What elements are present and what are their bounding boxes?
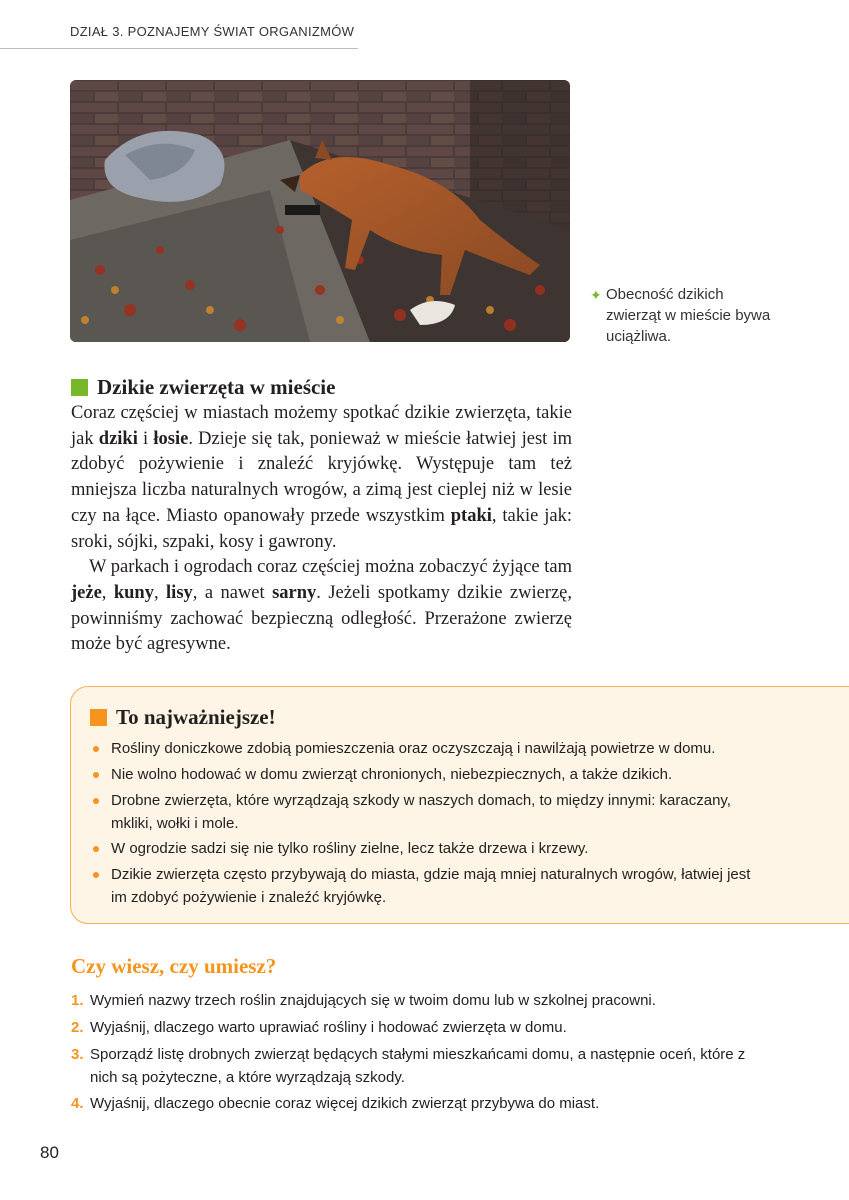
section-title-text: Dzikie zwierzęta w mieście bbox=[97, 374, 336, 399]
text-run: . Dzieje się tak, ponieważ w mieście łatwiej jest im zdobyć pożywienie i znaleźć kryjówkę. Występuje tam też mniejsza liczba naturalnych wrogów, a zimą jest cieplej niż w lesie czy na łące. Miasto opanowały przede wszystkim bbox=[71, 428, 573, 526]
text-run: W parkach i ogrodach coraz częściej można zobaczyć żyjące tam bbox=[89, 557, 572, 578]
quiz-number: 4. bbox=[71, 1095, 84, 1113]
chapter-header: DZIAŁ 3. POZNAJEMY ŚWIAT ORGANIZMÓW bbox=[70, 24, 355, 39]
quiz-item bbox=[71, 1016, 771, 1039]
quiz-item bbox=[71, 989, 771, 1012]
photo-caption bbox=[590, 284, 780, 347]
quiz-number: 2. bbox=[71, 1018, 84, 1036]
caption-text: Obecność dzikich zwierząt w mieście bywa uciążliwa. bbox=[606, 286, 771, 345]
quiz-number: 1. bbox=[71, 992, 84, 1009]
section-heading bbox=[71, 372, 335, 402]
header-divider bbox=[0, 48, 358, 49]
list-item bbox=[93, 737, 763, 760]
quiz-text: Sporządź listę drobnych zwierząt będących stałymi mieszkańcami domu, a następnie oceń, które z nich są pożyteczne, a które wyrządzają szkody. bbox=[90, 1045, 746, 1086]
list-item bbox=[93, 863, 763, 909]
fox-illustration bbox=[70, 80, 570, 342]
list-item-text: Dzikie zwierzęta często przybywają do miasta, gdzie mają mniej naturalnych wrogów, łatwiej jest im zdobyć pożywienie i znaleźć kryjówkę. bbox=[111, 866, 751, 907]
section-body bbox=[71, 401, 572, 658]
text-run: , a nawet bbox=[192, 582, 273, 603]
term-lisy: lisy bbox=[166, 582, 193, 603]
quiz-text: Wymień nazwy trzech roślin znajdujących się w twoim domu lub w szkolnej pracowni. bbox=[90, 992, 656, 1009]
term-losie: łosie bbox=[153, 428, 189, 449]
term-ptaki: ptaki bbox=[450, 505, 492, 526]
list-item bbox=[93, 763, 763, 786]
caption-arrow-icon: ✦ bbox=[590, 287, 602, 303]
quiz-text: Wyjaśnij, dlaczego warto uprawiać rośliny i hodować zwierzęta w domu. bbox=[90, 1018, 567, 1036]
summary-list bbox=[93, 737, 763, 912]
list-item-text: W ogrodzie sadzi się nie tylko rośliny zielne, lecz także drzewa i krzewy. bbox=[111, 840, 589, 858]
term-sarny: sarny bbox=[272, 582, 317, 603]
quiz-heading: Czy wiesz, czy umiesz? bbox=[71, 954, 277, 978]
quiz-text: Wyjaśnij, dlaczego obecnie coraz więcej dzikich zwierząt przybywa do miast. bbox=[90, 1095, 600, 1113]
text-run: i bbox=[137, 428, 154, 449]
quiz-list bbox=[71, 989, 771, 1119]
bullet-icon bbox=[93, 772, 99, 778]
summary-title-text: To najważniejsze! bbox=[116, 705, 276, 729]
paragraph-2 bbox=[71, 555, 572, 658]
summary-heading bbox=[90, 705, 276, 730]
paragraph-1 bbox=[71, 401, 572, 555]
page-number: 80 bbox=[40, 1143, 59, 1162]
text-run: , takie jak: sroki, sójki, szpaki, kosy i gawrony. bbox=[71, 505, 573, 552]
summary-box bbox=[70, 686, 849, 924]
list-item bbox=[93, 837, 763, 860]
quiz-item bbox=[71, 1092, 771, 1115]
quiz-item bbox=[71, 1043, 771, 1089]
term-dziki: dziki bbox=[98, 428, 138, 449]
bullet-icon bbox=[93, 872, 99, 878]
list-item-text: Drobne zwierzęta, które wyrządzają szkody w naszych domach, to między innymi: karaczany, mkliki, wołki i mole. bbox=[111, 791, 731, 832]
bullet-icon bbox=[93, 798, 99, 804]
orange-square-icon bbox=[90, 709, 107, 726]
fox-photo bbox=[70, 80, 570, 342]
list-item-text: Nie wolno hodować w domu zwierząt chronionych, niebezpiecznych, a także dzikich. bbox=[111, 765, 673, 783]
bullet-icon bbox=[93, 846, 99, 852]
text-run: Coraz częściej w miastach możemy spotkać dzikie zwierzęta, takie jak bbox=[71, 403, 572, 449]
text-run: , bbox=[153, 582, 167, 603]
list-item bbox=[93, 789, 763, 835]
text-run: . Jeżeli spotkamy dzikie zwierzę, powinniśmy zachować bezpieczną odległość. Przerażone zwierzę może być agresywne. bbox=[71, 582, 573, 655]
text-run: , bbox=[101, 582, 114, 603]
quiz-number: 3. bbox=[71, 1045, 84, 1063]
list-item-text: Rośliny doniczkowe zdobią pomieszczenia oraz oczyszczają i nawilżają powietrze w domu. bbox=[111, 740, 716, 757]
term-jeze: jeże bbox=[71, 582, 102, 603]
bullet-icon bbox=[93, 746, 99, 752]
green-square-icon bbox=[71, 379, 88, 396]
term-kuny: kuny bbox=[113, 582, 154, 603]
